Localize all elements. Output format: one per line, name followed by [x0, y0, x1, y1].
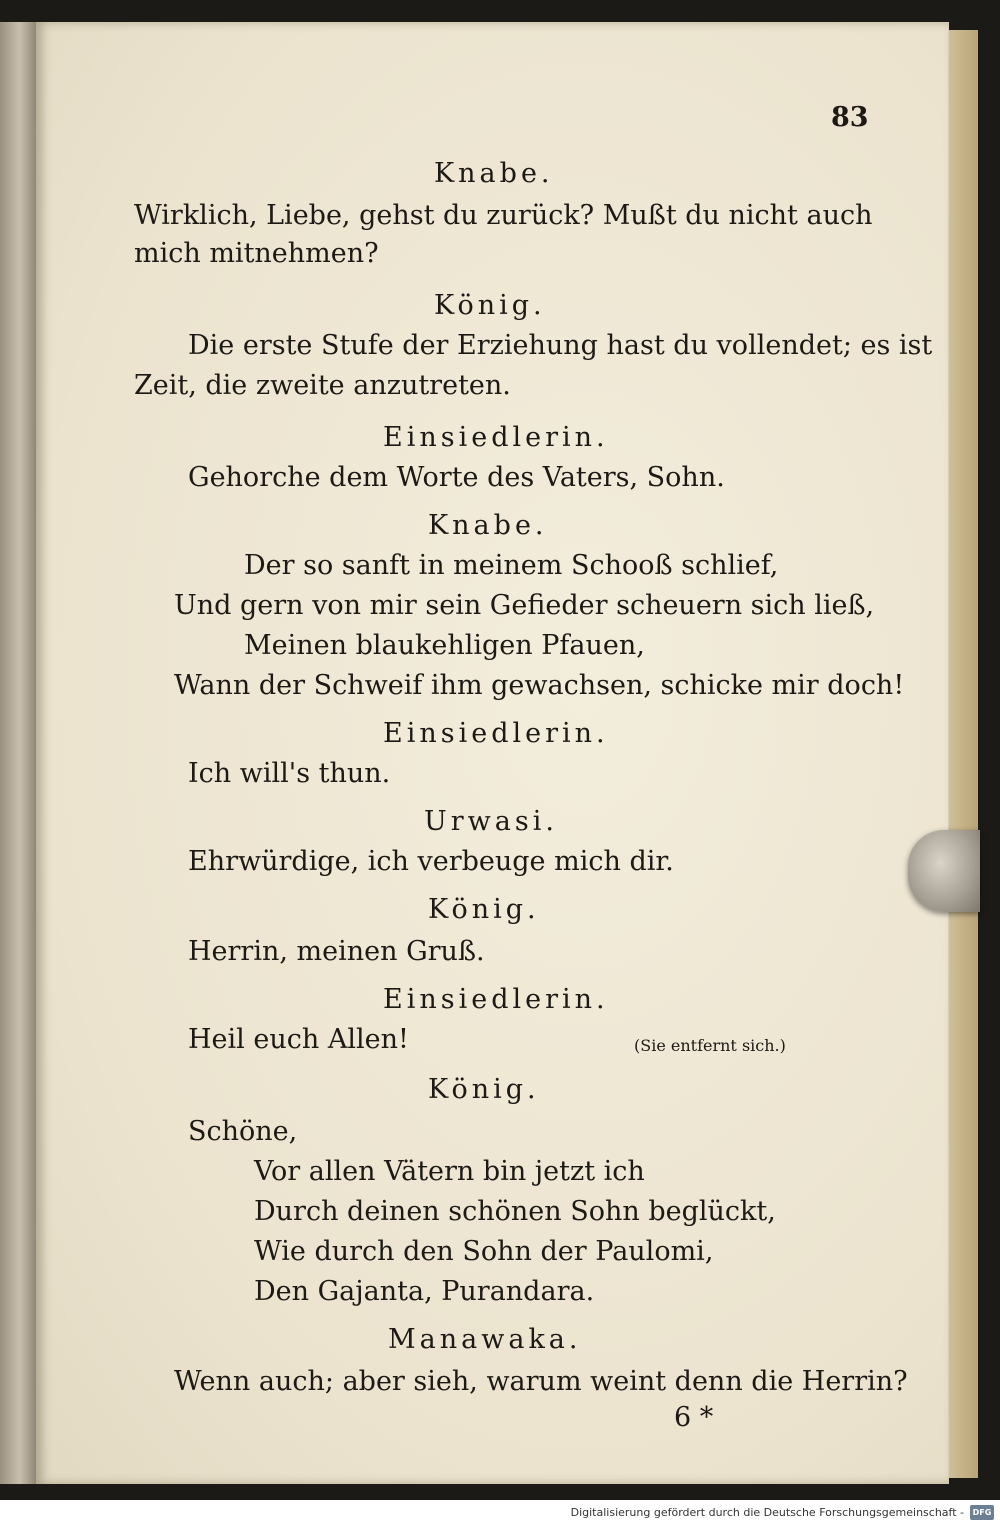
text-line: Schöne, [188, 1116, 298, 1147]
text-line: Herrin, meinen Gruß. [188, 936, 485, 967]
speaker-label: Urwasi. [424, 806, 558, 837]
text-line: Wenn auch; aber sieh, warum weint denn die Herrin? [174, 1366, 908, 1397]
text-line: Wie durch den Sohn der Paulomi, [254, 1236, 714, 1267]
text-line: Wann der Schweif ihm gewachsen, schicke mir doch! [174, 670, 905, 701]
text-line: Durch deinen schönen Sohn beglückt, [254, 1196, 776, 1227]
signature-mark: 6 * [674, 1402, 714, 1433]
page-clip [908, 830, 980, 912]
text-line: Gehorche dem Worte des Vaters, Sohn. [188, 462, 725, 493]
page-number: 83 [831, 102, 869, 133]
text-line: Der so sanft in meinem Schooß schlief, [244, 550, 779, 581]
speaker-label: Einsiedlerin. [383, 718, 609, 749]
text-line: Meinen blaukehligen Pfauen, [244, 630, 645, 661]
text-line: Ich will's thun. [188, 758, 391, 789]
left-page-edge [0, 22, 36, 1484]
text-line: Zeit, die zweite anzutreten. [134, 370, 511, 401]
book-page [36, 22, 949, 1484]
speaker-label: König. [434, 290, 546, 321]
text-line: Die erste Stufe der Erziehung hast du vollendet; es ist [188, 330, 933, 361]
text-line: Den Gajanta, Purandara. [254, 1276, 595, 1307]
speaker-label: Manawaka. [388, 1324, 582, 1355]
footer-bar [0, 1500, 1000, 1527]
stage-direction: (Sie entfernt sich.) [634, 1036, 786, 1055]
dfg-logo-icon: DFG [970, 1505, 994, 1520]
speaker-label: Knabe. [434, 158, 554, 189]
right-page-edge [948, 30, 978, 1478]
text-line: mich mitnehmen? [134, 238, 379, 269]
speaker-label: Einsiedlerin. [383, 422, 609, 453]
footer-credit: Digitalisierung gefördert durch die Deutsche Forschungsgemeinschaft - [570, 1506, 964, 1519]
speaker-label: Einsiedlerin. [383, 984, 609, 1015]
text-line: Vor allen Vätern bin jetzt ich [254, 1156, 645, 1187]
text-line: Und gern von mir sein Gefieder scheuern sich ließ, [174, 590, 875, 621]
text-line: Heil euch Allen! [188, 1024, 409, 1055]
speaker-label: König. [428, 1074, 540, 1105]
speaker-label: Knabe. [428, 510, 548, 541]
speaker-label: König. [428, 894, 540, 925]
text-line: Wirklich, Liebe, gehst du zurück? Mußt du nicht auch [134, 200, 873, 231]
text-line: Ehrwürdige, ich verbeuge mich dir. [188, 846, 674, 877]
